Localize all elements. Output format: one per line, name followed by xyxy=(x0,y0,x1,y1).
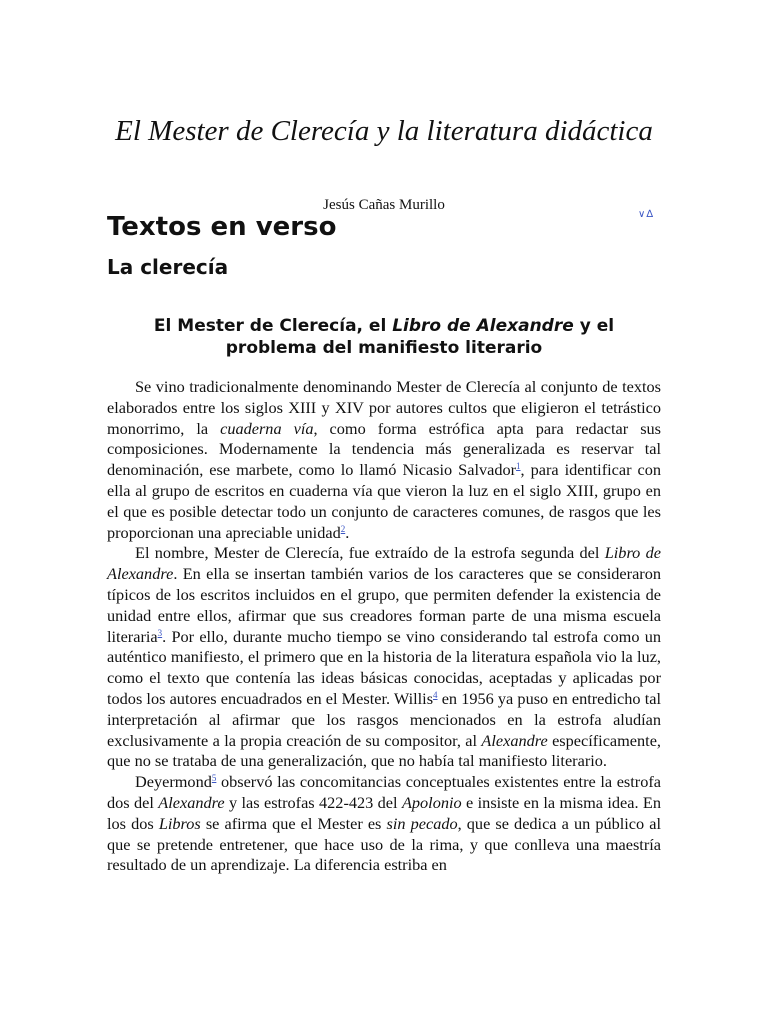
paragraph-3: Deyermond$^5$ observó las concomitancias conceptuales existentes entre la estrofa dos del Alexandre y las estrofas 422-423 del Apolonio e insiste en la misma idea. En los dos Libros se afirma que el Mester es sin pecado, que se dedica a un público al que se pretende entretener, que hace uso de la rima, y que conlleva una maestría resultado de un aprendizaje. La diferencia estriba en xyxy=(107,772,662,875)
subsection-heading: La clerecía xyxy=(107,255,229,279)
chapter-heading: El Mester de Clerecía, el Libro de Alexandre y el problema del manifiesto literario xyxy=(153,316,615,358)
footnote-ref-5[interactable]: 5 xyxy=(211,773,217,784)
paragraph-1: Se vino tradicionalmente denominando Mester de Clerecía al conjunto de textos elaborados entre los siglos XIII y XIV por autores cultos que eligieron el tetrástico monorrimo, la cuaderna vía, como forma estrófica apta para redactar sus composiciones. Modernamente la tendencia más generalizada es reservar tal denominación, ese marbete, como lo llamó Nicasio Salvador$^1$, para identificar con ella al grupo de escritos en cuaderna vía que vieron la luz en el siglo XIII, grupo en el que es posible detectar todo un conjunto de caracteres comunes, de rasgos que les proporcionan una apreciable unidad$^2$. xyxy=(107,377,662,542)
section-heading: Textos en verso xyxy=(107,212,337,242)
body-text xyxy=(107,377,661,876)
document-title: El Mester de Clerecía y la literatura didáctica xyxy=(115,115,653,147)
nav-arrows-icon[interactable]: ∨∆ xyxy=(638,209,655,220)
footnote-ref-1[interactable]: 1 xyxy=(516,461,521,472)
footnote-ref-4[interactable]: 4 xyxy=(433,689,438,700)
paragraph-2: El nombre, Mester de Clerecía, fue extraído de la estrofa segunda del Libro de Alexandre. En ella se insertan también varios de los caracteres que se consideraron típicos de los escritos incluidos en el grupo, que permiten defender la existencia de unidad entre ellos, afirmar que sus creadores forman parte de una misma escuela literaria$^3$. Por ello, durante mucho tiempo se vino considerando tal estrofa como un auténtico manifiesto, el primero que en la historia de la literatura española vio la luz, como el texto que contenía las ideas básicas conocidas, aceptadas y aplicadas por todos los autores encuadrados en el Mester. Willis$^4$ en 1956 ya puso en entredicho tal interpretación al afirmar que los rasgos mencionados en la estrofa aludían exclusivamente a la propia creación de su compositor, al Alexandre específicamente, que no se trataba de una generalización, que no había tal manifiesto literario. xyxy=(107,543,661,771)
heading-italic-title: Libro de Alexandre xyxy=(392,316,574,336)
footnote-ref-3[interactable]: 3 xyxy=(157,627,163,638)
author-name: Jesús Cañas Murillo xyxy=(323,197,445,213)
footnote-ref-2[interactable]: 2 xyxy=(340,523,346,534)
